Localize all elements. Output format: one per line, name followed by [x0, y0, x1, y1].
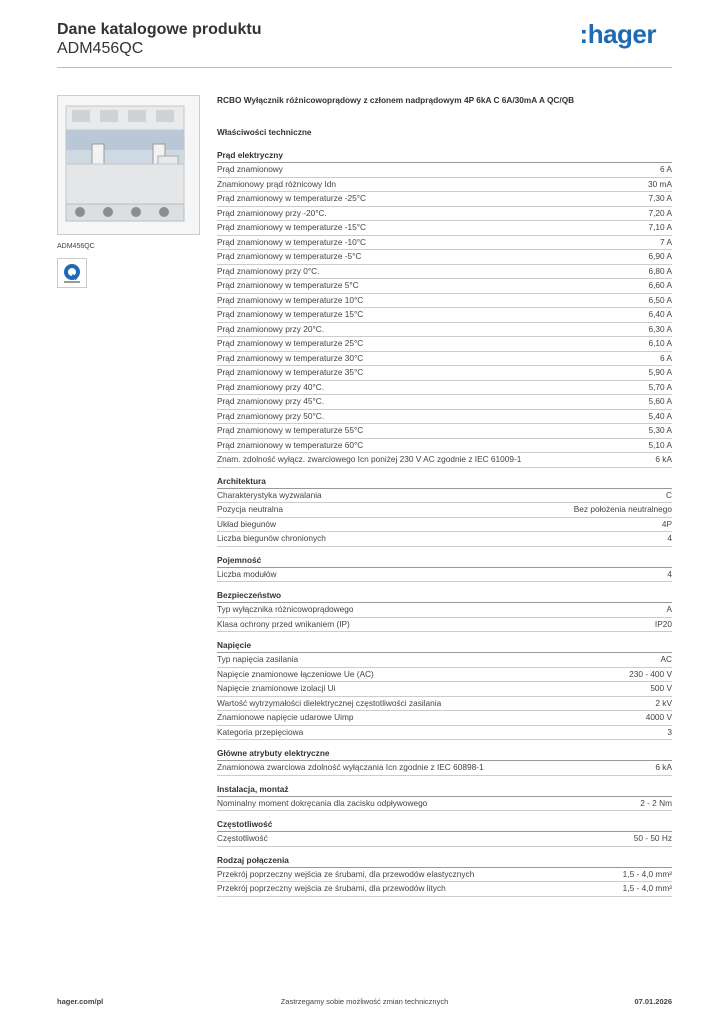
header-divider — [57, 67, 672, 68]
spec-label: Prąd znamionowy w temperaturze -5°C — [217, 251, 362, 261]
spec-section — [217, 150, 672, 468]
spec-label: Liczba biegunów chronionych — [217, 533, 326, 543]
spec-section — [217, 590, 672, 632]
section-title: Napięcie — [217, 640, 672, 653]
spec-label: Prąd znamionowy w temperaturze 30°C — [217, 352, 364, 363]
technical-properties-title: Właściwości techniczne — [217, 127, 312, 137]
product-image-caption: ADM456QC — [57, 243, 95, 250]
spec-row — [217, 424, 672, 439]
product-code: ADM456QC — [57, 40, 144, 57]
spec-label: Prąd znamionowy w temperaturze 10°C — [217, 294, 364, 305]
spec-value: IP20 — [654, 618, 672, 629]
spec-value: 6 kA — [655, 454, 672, 464]
footer-notice: Zastrzegamy sobie możliwość zmian technicznych — [280, 997, 449, 1006]
spec-label: Napięcie znamionowe izolacji Ui — [217, 683, 336, 693]
spec-value: 500 V — [650, 683, 672, 693]
spec-row — [217, 250, 672, 265]
spec-label: Częstotliwość — [217, 833, 268, 843]
section-title: Bezpieczeństwo — [217, 590, 672, 603]
spec-label: Liczba modułów — [217, 568, 277, 579]
spec-row — [217, 366, 672, 381]
section-title: Instalacja, montaż — [217, 784, 672, 797]
specifications — [217, 95, 672, 905]
section-title: Architektura — [217, 476, 672, 489]
spec-label: Prąd znamionowy w temperaturze 55°C — [217, 425, 364, 435]
spec-row — [217, 207, 672, 222]
spec-value: 7,30 A — [648, 193, 672, 203]
spec-row — [217, 221, 672, 236]
spec-label: Wartość wytrzymałości dielektrycznej częstotliwości zasilania — [217, 697, 442, 708]
spec-value: 7,10 A — [648, 222, 672, 232]
spec-label: Układ biegunów — [217, 518, 277, 529]
spec-label: Typ wyłącznika różnicowoprądowego — [217, 604, 354, 614]
spec-section — [217, 640, 672, 740]
spec-row — [217, 163, 672, 178]
spec-value: 7 A — [660, 236, 672, 247]
spec-value: 5,40 A — [648, 410, 672, 421]
spec-row — [217, 489, 672, 504]
spec-value: C — [666, 489, 672, 500]
spec-value: 1,5 - 4,0 mm² — [622, 868, 672, 879]
quality-q-icon — [61, 262, 83, 284]
spec-label: Prąd znamionowy przy 45°C. — [217, 396, 325, 406]
spec-label: Prąd znamionowy w temperaturze 25°C — [217, 338, 364, 348]
spec-value: 6,50 A — [648, 294, 672, 305]
spec-value: 5,60 A — [648, 396, 672, 406]
quality-badge — [57, 258, 87, 288]
spec-row — [217, 395, 672, 410]
spec-row — [217, 603, 672, 618]
spec-row — [217, 832, 672, 847]
spec-section — [217, 555, 672, 583]
spec-row — [217, 518, 672, 533]
spec-section — [217, 855, 672, 897]
spec-label: Znamionowy prąd różnicowy Idn — [217, 178, 336, 189]
spec-value: 6,90 A — [648, 251, 672, 261]
spec-row — [217, 323, 672, 338]
section-title: Prąd elektryczny — [217, 150, 672, 163]
spec-label: Przekrój poprzeczny wejścia ze śrubami, dla przewodów litych — [217, 883, 446, 893]
spec-label: Prąd znamionowy w temperaturze -10°C — [217, 236, 367, 247]
spec-row — [217, 761, 672, 776]
spec-row — [217, 265, 672, 280]
spec-label: Prąd znamionowy w temperaturze -15°C — [217, 222, 367, 232]
spec-value: 5,30 A — [648, 425, 672, 435]
spec-row — [217, 882, 672, 897]
spec-value: 5,10 A — [648, 439, 672, 450]
spec-row — [217, 618, 672, 633]
spec-row — [217, 178, 672, 193]
spec-value: 5,70 A — [648, 381, 672, 392]
product-image — [57, 95, 200, 235]
spec-row — [217, 439, 672, 454]
spec-row — [217, 308, 672, 323]
spec-value: 6,30 A — [648, 323, 672, 334]
spec-row — [217, 868, 672, 883]
spec-value: 6,60 A — [648, 280, 672, 290]
hager-logo: :hager — [579, 19, 656, 49]
spec-label: Znamionowa zwarciowa zdolność wyłączania Icn zgodnie z IEC 60898-1 — [217, 762, 484, 772]
spec-label: Kategoria przepięciowa — [217, 726, 304, 737]
spec-label: Napięcie znamionowe łączeniowe Ue (AC) — [217, 668, 374, 679]
spec-value: 1,5 - 4,0 mm² — [622, 883, 672, 893]
spec-value: 4P — [661, 518, 672, 529]
spec-label: Prąd znamionowy w temperaturze 5°C — [217, 280, 359, 290]
spec-value: A — [666, 604, 672, 614]
spec-label: Prąd znamionowy w temperaturze 15°C — [217, 309, 364, 319]
product-name: RCBO Wyłącznik różnicowoprądowy z członem nadprądowym 4P 6kA C 6A/30mA A QC/QB — [217, 95, 575, 105]
spec-label: Nominalny moment dokręcania dla zacisku odpływowego — [217, 797, 428, 808]
spec-row — [217, 532, 672, 547]
spec-value: 4 — [667, 568, 672, 579]
spec-row — [217, 279, 672, 294]
logo-colon-icon: : — [579, 19, 588, 49]
spec-value: 3 — [667, 726, 672, 737]
spec-value: 6,10 A — [648, 338, 672, 348]
spec-value: 50 - 50 Hz — [633, 833, 672, 843]
spec-row — [217, 453, 672, 468]
spec-row — [217, 503, 672, 518]
spec-value: 2 kV — [655, 697, 672, 708]
spec-value: 6,40 A — [648, 309, 672, 319]
spec-value: 230 - 400 V — [629, 668, 672, 679]
spec-value: 4 — [667, 533, 672, 543]
section-title: Pojemność — [217, 555, 672, 568]
page-header — [57, 20, 672, 70]
spec-value: 2 - 2 Nm — [640, 797, 672, 808]
spec-label: Prąd znamionowy w temperaturze 35°C — [217, 367, 364, 377]
spec-row — [217, 668, 672, 683]
spec-row — [217, 726, 672, 741]
spec-label: Prąd znamionowy w temperaturze -25°C — [217, 193, 367, 203]
spec-value: 7,20 A — [648, 207, 672, 218]
section-title: Rodzaj połączenia — [217, 855, 672, 868]
spec-label: Prąd znamionowy — [217, 164, 283, 174]
spec-label: Prąd znamionowy przy 0°C. — [217, 265, 320, 276]
spec-row — [217, 381, 672, 396]
spec-row — [217, 294, 672, 309]
spec-row — [217, 352, 672, 367]
spec-value: Bez położenia neutralnego — [573, 504, 672, 514]
spec-value: 4000 V — [645, 712, 672, 722]
section-title: Częstotliwość — [217, 819, 672, 832]
spec-label: Prąd znamionowy przy 20°C. — [217, 323, 325, 334]
circuit-breaker-icon — [58, 96, 199, 234]
spec-label: Znam. zdolność wyłącz. zwarciowego Icn poniżej 230 V AC zgodnie z IEC 61009-1 — [217, 454, 522, 464]
spec-row — [217, 682, 672, 697]
spec-row — [217, 711, 672, 726]
spec-label: Prąd znamionowy przy 40°C. — [217, 381, 325, 392]
spec-row — [217, 697, 672, 712]
spec-value: 6 kA — [655, 762, 672, 772]
spec-value: 6 A — [660, 164, 672, 174]
spec-section — [217, 748, 672, 776]
spec-label: Prąd znamionowy przy -20°C. — [217, 207, 327, 218]
product-image-column — [57, 95, 202, 288]
spec-row — [217, 568, 672, 583]
spec-row — [217, 653, 672, 668]
spec-section — [217, 784, 672, 812]
spec-row — [217, 797, 672, 812]
spec-label: Prąd znamionowy w temperaturze 60°C — [217, 439, 364, 450]
spec-label: Typ napięcia zasilania — [217, 654, 299, 664]
spec-value: 6 A — [660, 352, 672, 363]
spec-sections — [217, 150, 672, 897]
spec-label: Charakterystyka wyzwalania — [217, 489, 322, 500]
spec-label: Przekrój poprzeczny wejścia ze śrubami, dla przewodów elastycznych — [217, 868, 475, 879]
spec-value: AC — [660, 654, 672, 664]
spec-value: 5,90 A — [648, 367, 672, 377]
spec-row — [217, 236, 672, 251]
spec-section — [217, 476, 672, 547]
spec-value: 6,80 A — [648, 265, 672, 276]
spec-label: Znamionowe napięcie udarowe Uimp — [217, 712, 354, 722]
section-title: Główne atrybuty elektryczne — [217, 748, 672, 761]
footer-website[interactable]: hager.com/pl — [57, 997, 104, 1006]
spec-label: Prąd znamionowy przy 50°C. — [217, 410, 325, 421]
spec-label: Klasa ochrony przed wnikaniem (IP) — [217, 618, 350, 629]
spec-value: 30 mA — [648, 178, 672, 189]
spec-row — [217, 337, 672, 352]
spec-section — [217, 819, 672, 847]
spec-label: Pozycja neutralna — [217, 504, 283, 514]
document-title: Dane katalogowe produktu — [57, 21, 262, 38]
spec-row — [217, 192, 672, 207]
footer-date: 07.01.2026 — [634, 997, 672, 1006]
spec-row — [217, 410, 672, 425]
